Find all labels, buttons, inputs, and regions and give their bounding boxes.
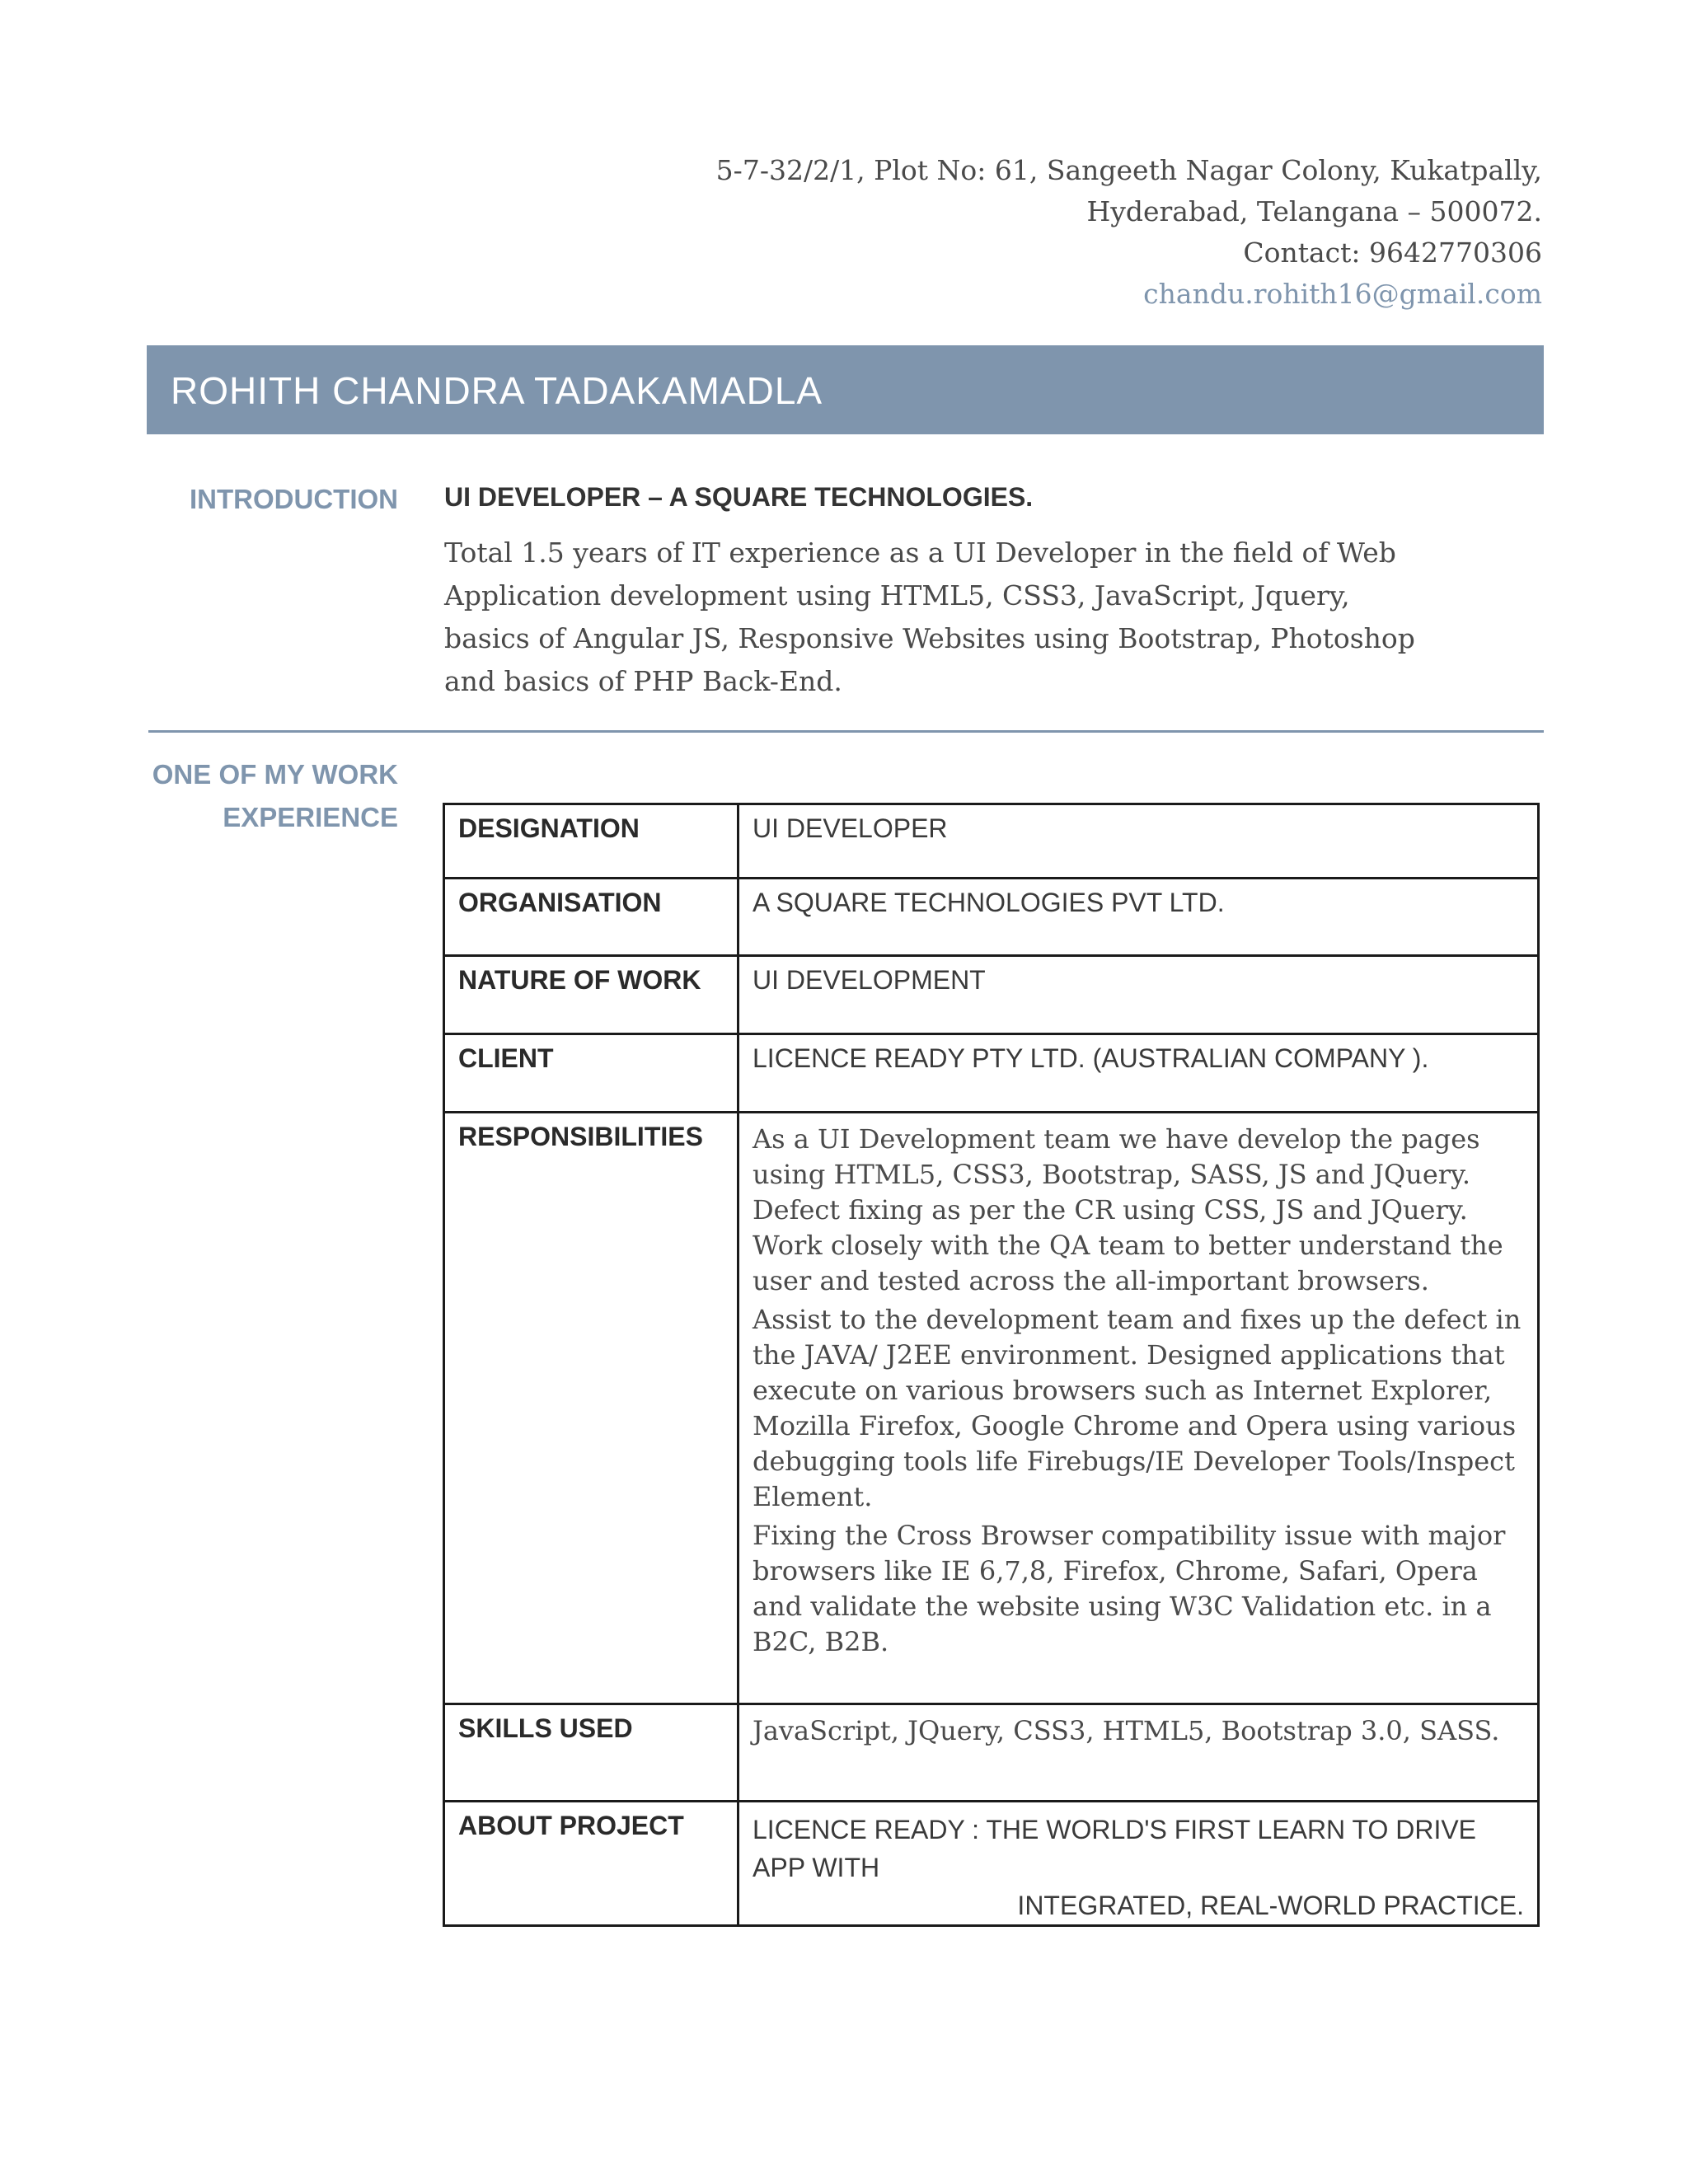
about-project-line-1: LICENCE READY : THE WORLD'S FIRST LEARN TO DRIVE APP WITH <box>753 1815 1477 1882</box>
introduction-line: Application development using HTML5, CSS3, JavaScript, Jquery, <box>444 579 1350 612</box>
designation-value: UI DEVELOPER <box>738 804 1539 879</box>
email-address[interactable]: chandu.rohith16@gmail.com <box>1143 278 1542 310</box>
introduction-label: INTRODUCTION <box>190 484 398 514</box>
responsibilities-value <box>738 1113 1539 1704</box>
introduction-title: UI DEVELOPER – A SQUARE TECHNOLOGIES. <box>444 482 1034 512</box>
responsibility-paragraph: Fixing the Cross Browser compatibility issue with major browsers like IE 6,7,8, Firefox, Chrome, Safari, Opera and validate the website using W3C Validation etc. in a B2C, B2B. <box>753 1520 1506 1657</box>
nature-of-work-value: UI DEVELOPMENT <box>738 956 1539 1034</box>
introduction-line: Total 1.5 years of IT experience as a UI Developer in the field of Web <box>444 537 1396 569</box>
table-row-designation <box>444 804 1539 879</box>
table-row-organisation <box>444 879 1539 956</box>
work-label-line-2: EXPERIENCE <box>223 802 398 832</box>
phone-number: Contact: 9642770306 <box>1243 237 1542 269</box>
skills-key: SKILLS USED <box>444 1704 738 1802</box>
about-project-value <box>738 1802 1539 1926</box>
table-row-responsibilities <box>444 1113 1539 1704</box>
work-experience-label <box>152 753 398 839</box>
work-label-line-1: ONE OF MY WORK <box>152 759 398 790</box>
organisation-value: A SQUARE TECHNOLOGIES PVT LTD. <box>738 879 1539 956</box>
table-row-nature <box>444 956 1539 1034</box>
address-line-1: 5-7-32/2/1, Plot No: 61, Sangeeth Nagar Colony, Kukatpally, <box>715 154 1542 186</box>
about-project-line-2: INTEGRATED, REAL-WORLD PRACTICE. <box>1017 1891 1524 1920</box>
introduction-text <box>444 532 1415 703</box>
contact-block <box>716 150 1542 315</box>
introduction-line: basics of Angular JS, Responsive Websites using Bootstrap, Photoshop <box>444 622 1415 654</box>
nature-of-work-key: NATURE OF WORK <box>444 956 738 1034</box>
section-divider <box>148 730 1544 733</box>
skills-value: JavaScript, JQuery, CSS3, HTML5, Bootstrap 3.0, SASS. <box>738 1704 1539 1802</box>
client-key: CLIENT <box>444 1034 738 1113</box>
responsibility-paragraph: Assist to the development team and fixes up the defect in the JAVA/ J2EE environment. Designed applications that execute on various browsers such as Internet Explorer, Mozilla Firefox, Google Chrome and Opera using various debugging tools life Firebugs/IE Developer Tools/Inspect Element. <box>753 1304 1522 1512</box>
introduction-line: and basics of PHP Back-End. <box>444 665 842 697</box>
name-banner <box>147 345 1544 434</box>
candidate-name: ROHITH CHANDRA TADAKAMADLA <box>171 369 823 412</box>
client-value: LICENCE READY PTY LTD. (AUSTRALIAN COMPANY ). <box>738 1034 1539 1113</box>
designation-key: DESIGNATION <box>444 804 738 879</box>
table-row-about <box>444 1802 1539 1926</box>
address-line-2: Hyderabad, Telangana – 500072. <box>1086 195 1542 227</box>
responsibilities-key: RESPONSIBILITIES <box>444 1113 738 1704</box>
table-row-client <box>444 1034 1539 1113</box>
organisation-key: ORGANISATION <box>444 879 738 956</box>
responsibility-paragraph: As a UI Development team we have develop the pages using HTML5, CSS3, Bootstrap, SASS, JS and JQuery. Defect fixing as per the CR using CSS, JS and JQuery. Work closely with the QA team to better understand the user and tested across the all-important browsers. <box>753 1123 1503 1296</box>
about-project-key: ABOUT PROJECT <box>444 1802 738 1926</box>
work-experience-table <box>443 803 1540 1927</box>
table-row-skills <box>444 1704 1539 1802</box>
